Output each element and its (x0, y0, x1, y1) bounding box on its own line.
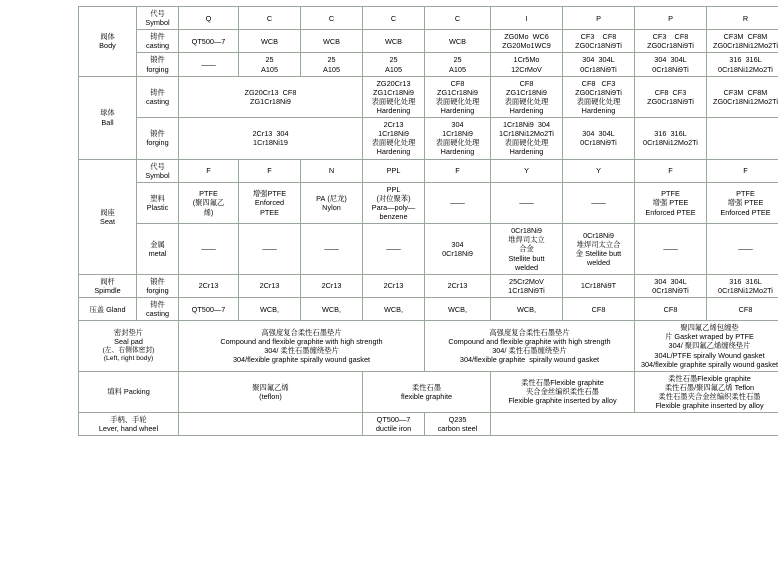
table-cell: 25 A105 (425, 53, 491, 76)
row-seal-pad (79, 321, 778, 372)
table-cell: C (425, 7, 491, 30)
row-seat-metal (79, 224, 778, 275)
table-cell: CF3 CF8 ZG0Cr18Ni9Ti (563, 30, 635, 53)
table-cell: 2Cr13 (179, 274, 239, 297)
table-cell: WCB (363, 30, 425, 53)
table-cell: 304 304L 0Cr18Ni9Ti (563, 53, 635, 76)
table-cell: 304 304L 0Cr18Ni9Ti (563, 118, 635, 159)
row-sub-label: 金属 metal (137, 224, 179, 275)
table-cell: PTFE 增强 PTEE Enforced PTEE (707, 182, 778, 223)
row-sub-label: 锻件 forging (137, 274, 179, 297)
table-cell: PTFE 增强 PTEE Enforced PTEE (635, 182, 707, 223)
table-cell: P (635, 7, 707, 30)
table-cell: 高强度复合柔性石墨垫片 Compound and flexible graphite with high strength 304/ 柔性石墨缠绕垫片 304/flexible graphite spirally wound gasket (425, 321, 635, 372)
row-sub-label: 锻件 forging (137, 53, 179, 76)
table-cell: —— (301, 224, 363, 275)
table-cell: CF8 (635, 297, 707, 320)
row-sub-label: 代号 Symbol (137, 159, 179, 182)
row-sub-label: 代号 Symbol (137, 7, 179, 30)
table-cell: CF8 ZG1Cr18Ni9 表面硬化处理 Hardening (491, 76, 563, 117)
table-cell: 2Cr13 (301, 274, 363, 297)
table-cell: F (635, 159, 707, 182)
row-body-casting (79, 30, 778, 53)
table-cell: —— (491, 182, 563, 223)
row-ball-forging (79, 118, 778, 159)
table-cell: 25 A105 (363, 53, 425, 76)
table-cell: 2Cr13 1Cr18Ni9 表面硬化处理 Hardening (363, 118, 425, 159)
table-cell: CF3M CF8M ZG0Cr18Ni12Mo2Ti (707, 76, 778, 117)
table-cell: C (363, 7, 425, 30)
table-cell: —— (179, 53, 239, 76)
table-cell: Q235 carbon steel (425, 413, 491, 436)
row-body-symbol (79, 7, 778, 30)
table-cell: ZG20Cr13 ZG1Cr18Ni9 表面硬化处理 Hardening (363, 76, 425, 117)
table-cell: PPL (对位聚苯) Para—poly— benzene (363, 182, 425, 223)
table-cell: 316 316L 0Cr18Ni12Mo2Ti (707, 274, 778, 297)
table-cell: PA (尼龙) Nylon (301, 182, 363, 223)
row-gland (79, 297, 778, 320)
row-spindle (79, 274, 778, 297)
table-cell: 高强度复合柔性石墨垫片 Compound and flexible graphite with high strength 304/ 柔性石墨缠绕垫片 304/flexible graphite spirally wound gasket (179, 321, 425, 372)
material-spec-table (78, 6, 778, 436)
row-group-label: 阀杆 Spimdle (79, 274, 137, 297)
row-seat-plastic (79, 182, 778, 223)
table-cell: 2Cr13 (363, 274, 425, 297)
row-sub-label: 塑料 Plastic (137, 182, 179, 223)
table-cell: QT500—7 ductile iron (363, 413, 425, 436)
table-cell: 柔性石墨Flexible graphite 柔性石墨/聚四氟乙烯 Teflon 柔性石墨夹合金丝编织柔性石墨 Flexible graphite inserted by alloy (635, 371, 778, 412)
table-cell: C (301, 7, 363, 30)
table-cell: P (563, 7, 635, 30)
table-cell: —— (635, 224, 707, 275)
table-cell: 聚四氟乙烯包缠垫片 Gasket wraped by PTFE 304/ 聚四氟乙烯缠绕垫片 304L/PTFE spirally Wound gasket 304/flexible graphite spirally wound gasket (635, 321, 778, 372)
row-group-label: 密封垫片 Seal pad (左、右侧体密封) (Left, right body) (79, 321, 179, 372)
table-cell: WCB (239, 30, 301, 53)
row-group-label: 球体 Ball (79, 76, 137, 159)
table-cell: 2Cr13 304 1Cr18Ni19 (179, 118, 363, 159)
row-seat-symbol (79, 159, 778, 182)
table-body (79, 7, 778, 436)
row-sub-label: 锻件 forging (137, 118, 179, 159)
table-cell: WCB, (491, 297, 563, 320)
table-cell: WCB, (301, 297, 363, 320)
table-cell: QT500—7 (179, 297, 239, 320)
table-cell: —— (179, 224, 239, 275)
row-packing (79, 371, 778, 412)
table-cell: I (491, 7, 563, 30)
table-cell: CF8 (707, 297, 778, 320)
table-cell: 2Cr13 (425, 274, 491, 297)
table-cell: WCB (425, 30, 491, 53)
table-cell: —— (363, 224, 425, 275)
table-cell: CF3M CF8M ZG0Cr18Ni12Mo2Ti (707, 30, 778, 53)
table-cell: WCB, (363, 297, 425, 320)
table-cell: WCB, (425, 297, 491, 320)
table-cell: 0Cr18Ni9 堆焊司太立合 金 Stellite butt welded (563, 224, 635, 275)
table-cell: WCB, (239, 297, 301, 320)
table-cell: —— (563, 182, 635, 223)
table-cell: —— (707, 224, 778, 275)
row-group-label: 阀座 Seat (79, 159, 137, 274)
table-cell: 25 A105 (301, 53, 363, 76)
table-cell: CF8 CF3 ZG0Cr18Ni9Ti 表面硬化处理 Hardening (563, 76, 635, 117)
row-ball-casting (79, 76, 778, 117)
row-sub-label: 铸件 casting (137, 76, 179, 117)
table-cell: R (707, 7, 778, 30)
table-cell: 柔性石墨 flexible graphite (363, 371, 491, 412)
row-group-label: 手柄、手轮 Lever, hand wheel (79, 413, 179, 436)
table-cell: CF3 CF8 ZG0Cr18Ni9Ti (635, 30, 707, 53)
table-cell: C (239, 7, 301, 30)
table-cell: 304 304L 0Cr18Ni9Ti (635, 274, 707, 297)
table-cell: 2Cr13 (239, 274, 301, 297)
table-cell: 316 316L 0Cr18Ni12Mo2Ti (707, 53, 778, 76)
row-sub-label: 铸件 casting (137, 297, 179, 320)
table-cell: WCB (301, 30, 363, 53)
table-cell: 304 1Cr18Ni9 表面硬化处理 Hardening (425, 118, 491, 159)
table-cell: 1Cr5Mo 12CrMoV (491, 53, 563, 76)
table-cell: 柔性石墨Flexible graphite 夹合金丝编织柔性石墨 Flexible graphite inserted by alloy (491, 371, 635, 412)
table-cell: CF8 (563, 297, 635, 320)
table-cell: —— (239, 224, 301, 275)
table-cell: QT500—7 (179, 30, 239, 53)
table-cell: PPL (363, 159, 425, 182)
table-cell: 聚四氟乙烯 (teflon) (179, 371, 363, 412)
table-cell: F (179, 159, 239, 182)
table-cell: 增强PTFE Enforced PTEE (239, 182, 301, 223)
table-cell: CF8 ZG1Cr18Ni9 表面硬化处理 Hardening (425, 76, 491, 117)
table-cell: PTFE (聚四氟乙 烯) (179, 182, 239, 223)
table-cell: N (301, 159, 363, 182)
row-group-label: 阀体 Body (79, 7, 137, 77)
table-cell (491, 413, 778, 436)
table-cell: 25Cr2MoV 1Cr18Ni9Ti (491, 274, 563, 297)
row-sub-label: 铸件 casting (137, 30, 179, 53)
table-cell: ZG0Mo WC6 ZG20Mo1WC9 (491, 30, 563, 53)
table-cell: 1Cr18Ni9T (563, 274, 635, 297)
table-cell (179, 413, 363, 436)
table-cell: CF8 CF3 ZG0Cr18Ni9Ti (635, 76, 707, 117)
table-cell: Y (491, 159, 563, 182)
row-body-forging (79, 53, 778, 76)
table-cell: 304 0Cr18Ni9 (425, 224, 491, 275)
table-cell: —— (425, 182, 491, 223)
table-cell: 316 316L 0Cr18Ni12Mo2Ti (635, 118, 707, 159)
table-cell: Q (179, 7, 239, 30)
table-cell: F (239, 159, 301, 182)
table-cell: 0Cr18Ni9 堆焊司太立 合金 Stellite butt welded (491, 224, 563, 275)
table-cell: 25 A105 (239, 53, 301, 76)
row-group-label: 填料 Packing (79, 371, 179, 412)
table-cell: F (425, 159, 491, 182)
table-cell: 304 304L 0Cr18Ni9Ti (635, 53, 707, 76)
table-cell: 1Cr18Ni9 304 1Cr18Ni12Mo2Ti 表面硬化处理 Hardening (491, 118, 563, 159)
row-group-label: 压盖 Gland (79, 297, 137, 320)
table-cell: ZG20Cr13 CF8 ZG1Cr18Ni9 (179, 76, 363, 117)
row-lever (79, 413, 778, 436)
table-cell: F (707, 159, 778, 182)
table-cell: Y (563, 159, 635, 182)
